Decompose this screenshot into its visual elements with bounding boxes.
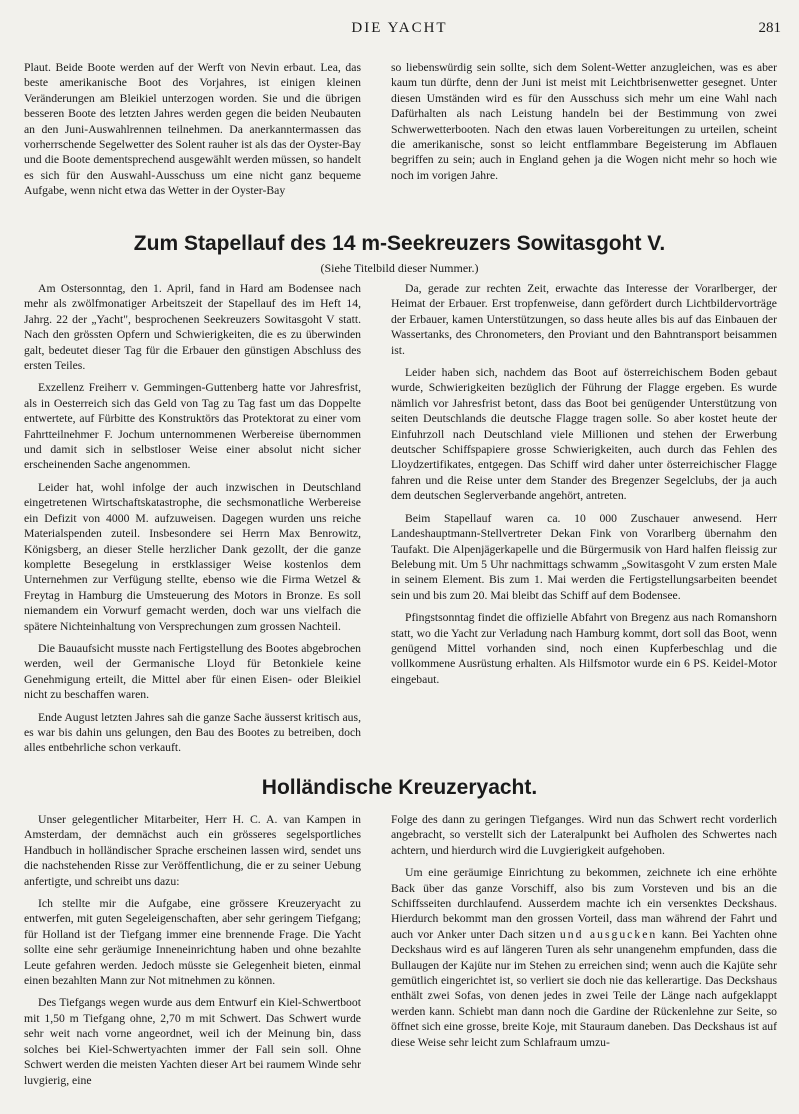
- paragraph: Pfingstsonntag findet die offizielle Abfahrt von Bregenz aus nach Romanshorn statt, wo die Yacht zur Verladung nach Hamburg kommt, dort soll das Boot, wenn genügend Mittel vorhanden sind, noch einen Kupferbeschlag und die vollkommene Ausrüstung erhalten. Als Hilfsmotor wurde ein 6 PS. Keidel-Motor eingebaut.: [391, 611, 777, 686]
- page-number: 281: [758, 20, 781, 36]
- spaced-emphasis: und ausgucken: [559, 927, 658, 941]
- paragraph: Folge des dann zu geringen Tiefganges. Wird nun das Schwert recht vorderlich angebracht, so verstellt sich der Lateralpunkt bei Aufholen des Schwertes nach achtern, und hierdurch wird die Luvgierigkeit aufgehoben.: [391, 813, 777, 857]
- continuation-right-column: [391, 60, 777, 222]
- article-title-stapellauf: Zum Stapellauf des 14 m-Seekreuzers Sowitasgoht V.: [133, 232, 666, 255]
- paragraph: so liebenswürdig sein sollte, sich dem Solent-Wetter anzugleichen, was es aber kaum tun dürfte, denn der Juni ist meist mit Leichtbrisenwetter gesegnet. Unter diesen Umständen wird es für den Ausschuss sich mehr um eine Wahl nach Dafürhalten als nach Leistung handeln bei der Bestimmung von zwei Schwerwetterbooten. Nach den etwas lauen Vorbereitungen zu urteilen, scheint die amerikanische, sonst so leicht entflammbare Begeisterung im Abflauen begriffen zu sein; auch in England gehen ja die Wogen nicht mehr so hoch wie noch im vorigen Jahre.: [391, 61, 777, 182]
- text-span: Um eine geräumige Einrichtung zu bekommen, zeichnete ich eine erhöhte Back über das ganze Vorschiff, also bis zum Vorsteven und bis an die Schiffsseiten durchlaufend. Ausserdem machte ich ein versenktes Deckshaus. Hierdurch bekommt man den grossen Vorteil, dass man während der Fahrt und auch vor Anker unter Dach sitzen: [391, 866, 777, 941]
- paragraph: Exzellenz Freiherr v. Gemmingen-Guttenberg hatte vor Jahresfrist, als in Oesterreich sich das Geld von Tag zu Tag fast um das Doppelte entwertete, auf Fürbitte des Konstruktörs das Protektorat zu einer vom Fahrtteilnehmer F. Jochum unternommenen Werbereise übernommen und damit sich in selbstloser Weise einer absolut nicht sicher erscheinenden Sache angenommen.: [24, 381, 361, 472]
- article1-left-column: [24, 281, 361, 755]
- paragraph: Leider haben sich, nachdem das Boot auf österreichischem Boden gebaut wurde, Schwierigkeiten bezüglich der Führung der Flagge ergeben. Es wurde nämlich vor Jahresfrist betont, dass das Boot bei genügender Unterstützung von seiten Deutschlands die deutsche Flagge tragen solle. So aber kostet heute der Einfuhrzoll nach Deutschland viele Millionen und stehen der Erwerbung deutscher Schiffspapiere grosse Schwierigkeiten, auch durch das Fehlen des Lloydzertifikates, entgegen. Das Schiff wird daher unter österreichischer Flagge fahren und die Reise unter dem Stander des Bregenzer Segelclubs, der ja auch dem deutschen Seglerverbande angehört, antreten.: [391, 366, 777, 503]
- paragraph: Ich stellte mir die Aufgabe, eine grössere Kreuzeryacht zu entwerfen, mit guten Segeleigenschaften, aber sehr geringem Tiefgang; für Holland ist der Tiefgang immer eine brennende Frage. Die Yacht sollte eine sehr geräumige Inneneinrichtung haben und ohne bezahlte Leute gefahren werden. Jedoch müsste sie Gelegenheit bieten, einmal einen bezahlten Mann zur Not mitnehmen zu können.: [24, 897, 361, 988]
- paragraph: Des Tiefgangs wegen wurde aus dem Entwurf ein Kiel-Schwertboot mit 1,50 m Tiefgang ohne, 2,70 m mit Schwert. Das Schwert wurde sehr weit nach vorne angeordnet, weil ich der Meinung bin, dass solches bei Kiel-Schwertyachten immer der Fall sein soll. Ohne Schwert werden die meisten Yachten dieser Art bei raumem Winde sehr luvgierig, eine: [24, 996, 361, 1087]
- paragraph: Beim Stapellauf waren ca. 10 000 Zuschauer anwesend. Herr Landeshauptmann-Stellvertreter Dekan Fink von Vorarlberg übernahm den Taufakt. Die Alpenjägerkapelle und die Bürgermusik von Hard halfen fleissig zur Belebung mit. Um 5 Uhr nachmittags schwamm „Sowitasgoht V zum ersten Male in seinem Element. Bis zum 1. Mai werden die Fertigstellungsarbeiten beendet sein und bis zum 20. Mai bleibt das Schiff auf dem Bodensee.: [391, 511, 777, 602]
- article2-right-column: [391, 812, 777, 1108]
- paragraph: Am Ostersonntag, den 1. April, fand in Hard am Bodensee nach mehr als zwölfmonatiger Arbeitszeit der Stapellauf des im Heft 14, Jahrg. 22 der „Yacht", besprochenen Seekreuzers Sowitasgoht V statt. Nach den grössten Opfern und Schwierigkeiten, die es zu überwinden galt, bedeutet dieser Tag für die Erbauer den günstigen Abschluss des ersten Teiles.: [24, 282, 361, 373]
- article2-left-column: [24, 812, 361, 1108]
- paragraph: Da, gerade zur rechten Zeit, erwachte das Interesse der Vorarlberger, der Heimat der Erbauer. Erst tropfenweise, dann gefördert durch Lichtbildervorträge der Erbauer, kamen Unterstützungen, so dass heute alles bis auf das Einbauen der Wassertanks, des Chronometers, den Proviant und den Bahntransport beisammen ist.: [391, 282, 777, 357]
- continuation-left-column: [24, 60, 361, 222]
- paragraph: Leider hat, wohl infolge der auch inzwischen in Deutschland eingetretenen Wirtschaftskatastrophe, die sechsmonatliche Werbereise ein Defizit von 4000 M. aufzuweisen. Dagegen wurden uns reiche Materialspenden zuteil. Insbesondere sei Herrn Max Benrowitz, Königsberg, an dieser Stelle herzlicher Dank gezollt, der die ganze komplette Besegelung in erstklassiger Weise kostenlos dem Unternehmen zur Verfügung stellte, ebenso wie die Firma Wetzel & Freytag in Hamburg die Umsteuerung des Motors in Bronze. Es soll niemandem ein Vorwurf gemacht werden, doch war uns vielfach die spätere Nichteinhaltung von Versprechungen zum grossen Nachteil.: [24, 480, 361, 633]
- paragraph: Ende August letzten Jahres sah die ganze Sache äusserst kritisch aus, es war bis dahin uns gelungen, den Bau des Bootes zu betreiben, doch alles entbehrliche schon verkauft.: [24, 710, 361, 755]
- text-span: kann. Bei Yachten ohne Deckshaus wird es auf längeren Turen als sehr unangenehm empfunden, dass die Bullaugen der Kajüte nur im Stehen zu erreichen sind; wenn auch die Kajüte sehr gemütlich eingerichtet ist, so verliert sie doch nie das kellerartige. Das Deckshaus enthält zwei Sofas, von denen jedes in zwei Teile der Länge nach aufgeklappt werden kann. Schiebt man dann noch die Gardine der Rückenlehne zur Seite, so öffnet sich eine grosse, breite Koje, mit Stauraum daneben. Das Deckshaus ist auf diese Weise sehr leicht zum Schlafraum umzu-: [391, 927, 778, 1049]
- paragraph: [391, 865, 777, 1050]
- paragraph: Die Bauaufsicht musste nach Fertigstellung des Bootes abgebrochen werden, weil der Germanische Lloyd für Betonkiele keine Genehmigung erteilt, die Mittel aber für einen Eisen- oder Bleikiel nicht zu beschaffen waren.: [24, 641, 361, 702]
- article-subtitle: (Siehe Titelbild dieser Nummer.): [320, 261, 479, 275]
- article-title-kreuzeryacht: Holländische Kreuzeryacht.: [261, 776, 538, 799]
- paragraph: Unser gelegentlicher Mitarbeiter, Herr H. C. A. van Kampen in Amsterdam, der demnächst auch ein grösseres segelsportliches Handbuch in holländischer Sprache erscheinen lassen wird, sendet uns die nachstehenden Risse zur Veröffentlichung, die er zu seiner Uebung anfertigte, und schreibt uns dazu:: [24, 813, 361, 888]
- paragraph: Plaut. Beide Boote werden auf der Werft von Nevin erbaut. Lea, das beste amerikanische Boot des Vorjahres, ist einigen kleinen Veränderungen am Bleikiel unterzogen worden. Sie und die übrigen besseren Boote des letzten Jahres werden gegen die beiden Neubauten an den Juni-Auswahlrennen teilnehmen. Da anerkanntermassen das vorherrschende Segelwetter des Solent rauher ist als das der Oyster-Bay und die Boote dementsprechend ausgewählt werden müssen, so handelt es sich für den Auswahl-Ausschuss um eine nicht ganz bequeme Aufgabe, wenn nicht etwa das Wetter in der Oyster-Bay: [24, 61, 361, 198]
- journal-title: DIE YACHT: [351, 20, 448, 36]
- page-header: [0, 20, 799, 40]
- article1-right-column: [391, 281, 777, 751]
